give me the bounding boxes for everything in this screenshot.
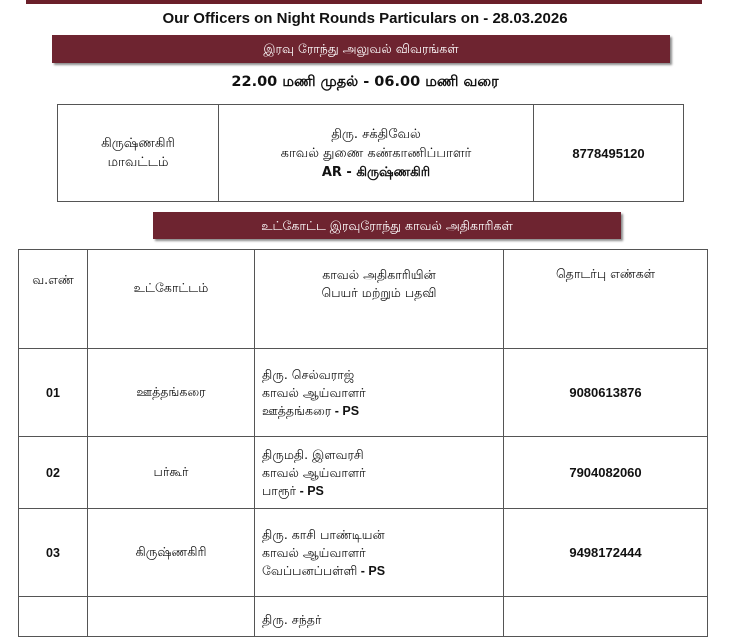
time-range: 22.00 மணி முதல் - 06.00 மணி வரை xyxy=(231,74,499,90)
district-officer-cell xyxy=(219,105,534,202)
officer-station xyxy=(262,482,499,500)
district-phone: 8778495120 xyxy=(534,105,684,202)
row-sno: 01 xyxy=(19,349,88,437)
table-header-row xyxy=(19,250,708,349)
top-border-bar xyxy=(26,0,702,4)
header-officer-line2: பெயர் மற்றும் பதவி xyxy=(321,285,437,300)
subdivision-officers-banner: உட்கோட்ட இரவுரோந்து காவல் அதிகாரிகள் xyxy=(153,212,621,239)
header-officer xyxy=(255,250,504,349)
row-officer xyxy=(255,437,504,509)
header-subdivision: உட்கோட்டம் xyxy=(88,250,255,349)
officer-name: திரு. காசி பாண்டியன் xyxy=(262,526,385,542)
officer-name-partial: திரு. சந்தர் xyxy=(262,612,322,627)
header-officer-line1: காவல் அதிகாரியின் xyxy=(322,267,436,282)
row-officer xyxy=(255,509,504,597)
row-subdivision: ஊத்தங்கரை xyxy=(88,349,255,437)
header-sno: வ.எண் xyxy=(19,250,88,349)
row-officer xyxy=(255,349,504,437)
district-officer-unit: AR - கிருஷ்ணகிரி xyxy=(321,164,431,180)
officer-rank: காவல் ஆய்வாளர் xyxy=(262,464,366,480)
district-officer-rank: காவல் துணை கண்காணிப்பாளர் xyxy=(280,145,472,161)
district-officer-table xyxy=(57,104,684,202)
row-subdivision: கிருஷ்ணகிரி xyxy=(88,509,255,597)
row-phone: 9080613876 xyxy=(504,349,708,437)
station-name: பாரூர் xyxy=(262,482,297,498)
district-name-line2: மாவட்டம் xyxy=(107,155,169,170)
row-phone: 7904082060 xyxy=(504,437,708,509)
row-subdivision: பர்கூர் xyxy=(88,437,255,509)
officer-station xyxy=(262,402,499,420)
row-sno: 03 xyxy=(19,509,88,597)
night-rounds-banner: இரவு ரோந்து அலுவல் விவரங்கள் xyxy=(52,35,670,63)
table-row xyxy=(19,437,708,509)
header-contact: தொடர்பு எண்கள் xyxy=(504,250,708,349)
table-row xyxy=(19,509,708,597)
row-sno: 02 xyxy=(19,437,88,509)
table-row xyxy=(19,349,708,437)
station-name: ஊத்தங்கரை xyxy=(262,402,332,418)
district-officer-row xyxy=(58,105,684,202)
station-suffix: - PS xyxy=(296,483,324,498)
table-row xyxy=(19,597,708,637)
officer-name: திருமதி. இளவரசி xyxy=(262,446,364,462)
district-name-line1: கிருஷ்ணகிரி xyxy=(101,136,175,151)
officer-rank: காவல் ஆய்வாளர் xyxy=(262,384,366,400)
page-heading: Our Officers on Night Rounds Particulars on - 28.03.2026 xyxy=(162,10,568,27)
station-name: வேப்பனப்பள்ளி xyxy=(262,562,358,578)
station-suffix: - PS xyxy=(331,403,360,418)
district-officer-name: திரு. சக்திவேல் xyxy=(331,126,421,142)
row-officer xyxy=(255,597,504,637)
officer-name: திரு. செல்வராஜ் xyxy=(262,366,355,382)
row-sno xyxy=(19,597,88,637)
row-subdivision xyxy=(88,597,255,637)
row-phone xyxy=(504,597,708,637)
subdivision-officers-table xyxy=(18,249,708,637)
station-suffix: - PS xyxy=(357,563,386,578)
row-phone: 9498172444 xyxy=(504,509,708,597)
officer-rank: காவல் ஆய்வாளர் xyxy=(262,544,366,560)
officer-station xyxy=(262,562,499,580)
district-name-cell xyxy=(58,105,219,202)
